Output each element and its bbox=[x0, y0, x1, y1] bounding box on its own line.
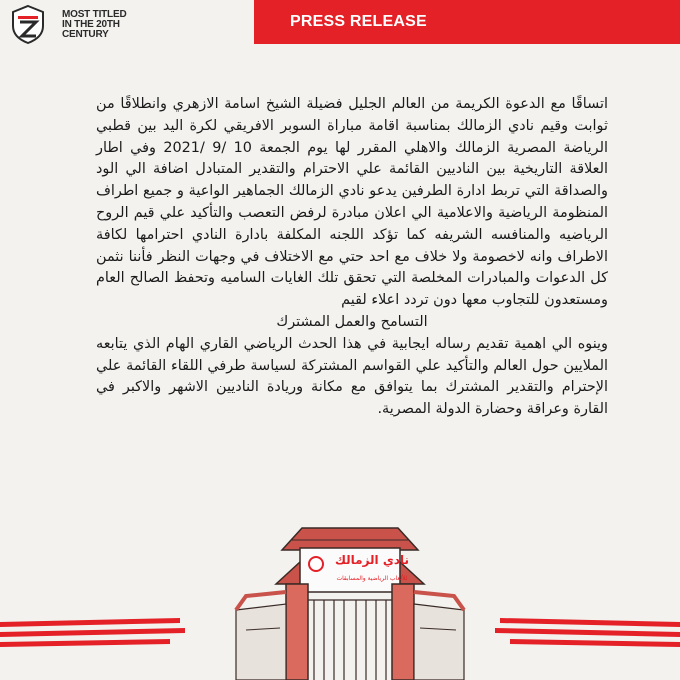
left-stripes bbox=[0, 618, 185, 647]
right-stripes bbox=[495, 618, 680, 647]
motto-line-2: IN THE 20TH bbox=[62, 19, 120, 30]
gate-bars bbox=[308, 600, 392, 680]
header bbox=[0, 0, 680, 46]
paragraph-1: اتساقًا مع الدعوة الكريمة من العالم الجليل فضيلة الشيخ اسامة الازهري وانطلاقًا من ثوابت وقيم نادي الزمالك بمناسبة اقامة مباراة السوبر الافريقي لكرة اليد بين قطبي الرياضة المصرية الزمالك والاهلي المقرر لها يوم الجمعة 10 /9 /2021 وفي اطار العلاقة التاريخية بين الناديين القائمة علي الاحترام والتقدير المتبادل اضافة الي الود والصداقة التي تربط ادارة الطرفين يدعو نادي الزمالك الجماهير الواعية و جميع اطراف المنظومة الرياضية والاعلامية الي اعلان مبادرة لرفض التعصب والتأكيد علي قيم الروح الرياضيه والمنافسه الشريفه كما تؤكد اللجنه المكلفة بادارة النادي احترامها لكافة الاطراف وانه لاخصومة ولا خلاف مع احد حتي مع الاختلاف في وجهات النظر فأننا نثمن كل الدعوات والمبادرات المخلصة التي تحقق تلك الغايات الساميه وتحفظ الصالح العام ومستعدون للتجاوب معها دون تردد اعلاء لقيم bbox=[96, 96, 608, 309]
gate-roof bbox=[282, 528, 418, 550]
banner-title: PRESS RELEASE bbox=[290, 13, 427, 30]
gate-left-pillar bbox=[286, 584, 308, 680]
gate-sign-title: نادي الزمالك bbox=[334, 553, 410, 567]
motto bbox=[62, 10, 126, 40]
paragraph-1-end: التسامح والعمل المشترك bbox=[276, 313, 428, 330]
zamalek-logo-icon bbox=[8, 4, 48, 44]
gate-right-pillar bbox=[392, 584, 414, 680]
motto-line-3: CENTURY bbox=[62, 29, 109, 40]
motto-line-1: MOST TITLED bbox=[62, 9, 127, 20]
club-gate-illustration bbox=[0, 500, 680, 680]
press-release-body bbox=[96, 94, 608, 421]
paragraph-2: وينوه الي اهمية تقديم رساله ايجابية في هذا الحدث الرياضي القاري الهام الذي يتابعه الملايين حول العالم والتأكيد علي القواسم المشتركة لسياسة طرفي اللقاء القائمة علي الإحترام والتقدير المشترك بما يتوافق مع مكانة وريادة الناديين الاشهر والاكبر في القارة وعراقة وحضارة الدولة المصرية. bbox=[96, 335, 608, 418]
press-release-banner bbox=[254, 0, 680, 44]
gate-sign-subtitle: للألعاب الرياضية والمسابقات bbox=[336, 575, 408, 582]
